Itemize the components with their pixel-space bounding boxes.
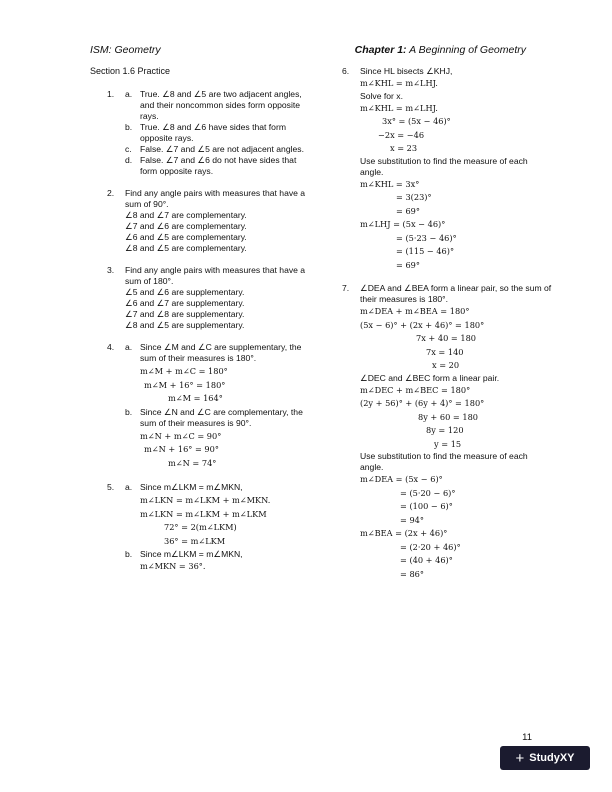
part-b: b. Since ∠N and ∠C are complementary, the sum of their measures is 90°. m∠N + m∠C = 90° m∠N + 16° = 90° m∠N = 74°: [125, 407, 312, 472]
problem-7: [342, 283, 552, 581]
answer-line: ∠6 and ∠5 are complementary.: [125, 232, 247, 242]
answer-line: ∠7 and ∠8 are supplementary.: [125, 309, 245, 319]
running-header-right: [355, 44, 526, 56]
equation: 8y = 120: [426, 425, 464, 435]
problem-text: ∠DEA and ∠BEA form a linear pair, so the sum of their measures is 180°.: [360, 283, 552, 304]
running-header-left: [90, 44, 161, 56]
equation: m∠KHL = m∠LHJ.: [360, 102, 438, 113]
problem-number: 2.: [107, 188, 115, 198]
equation: = 3(23)°: [396, 192, 432, 202]
equation: m∠LKN = m∠LKM + m∠MKN.: [140, 495, 271, 505]
equation: y = 15: [434, 438, 462, 449]
part-b: b. Since m∠LKM = m∠MKN, m∠MKN = 36°.: [125, 549, 312, 574]
problem-number: 1.: [107, 89, 115, 99]
plus-icon: +: [515, 749, 525, 767]
problem-number: 5.: [107, 482, 115, 492]
header-book-label: ISM:: [90, 44, 112, 56]
answer-line: ∠7 and ∠6 are complementary.: [125, 221, 247, 231]
logo-text: StudyXY: [529, 752, 575, 764]
equation: = 94°: [400, 514, 424, 525]
instruction: Solve for x.: [360, 90, 403, 101]
equation: m∠DEC + m∠BEC = 180°: [360, 384, 471, 395]
statement: ∠DEC and ∠BEC form a linear pair.: [360, 372, 500, 383]
problem-text: Find any angle pairs with measures that have a sum of 180°.: [125, 265, 306, 286]
problem-1: [107, 89, 312, 177]
problem-6: [342, 66, 552, 272]
right-column: [342, 66, 552, 592]
equation: = 69°: [396, 259, 420, 270]
problem-4: [107, 342, 312, 471]
studyxy-logo[interactable]: [500, 746, 590, 770]
equation: m∠MKN = 36°.: [140, 561, 206, 571]
equation: x = 23: [390, 143, 418, 153]
equation: 36° = m∠LKM: [164, 535, 226, 546]
problem-text: Find any angle pairs with measures that have a sum of 90°.: [125, 188, 306, 209]
equation: m∠DEA = (5x − 6)°: [360, 474, 443, 484]
part-c: c. False. ∠7 and ∠5 are not adjacent angles.: [125, 144, 304, 154]
equation: 7x = 140: [426, 346, 464, 357]
header-book-title: Geometry: [111, 44, 161, 56]
header-chapter-label: Chapter 1:: [354, 44, 407, 56]
answer-line: ∠8 and ∠5 are supplementary.: [125, 320, 245, 330]
equation: m∠KHL = 3x°: [360, 178, 420, 189]
equation: −2x = −46: [378, 129, 425, 140]
left-column: [90, 66, 312, 585]
equation: = (40 + 46)°: [400, 555, 453, 565]
instruction: Use substitution to find the measure of each angle.: [360, 451, 528, 472]
part-d: d. False. ∠7 and ∠6 do not have sides that form opposite rays.: [125, 155, 297, 176]
page-number: 11: [522, 732, 532, 743]
problem-number: 6.: [342, 66, 350, 76]
equation: = (100 − 6)°: [400, 501, 453, 511]
part-a: a. Since ∠M and ∠C are supplementary, the sum of their measures is 180°. m∠M + m∠C = 180° m∠M + 16° = 180° m∠M = 164°: [125, 342, 312, 407]
problem-number: 3.: [107, 265, 115, 275]
equation: 3x° = (5x − 46)°: [382, 116, 451, 126]
part-a: a. Since m∠LKM = m∠MKN, m∠LKN = m∠LKM + m∠MKN. m∠LKN = m∠LKM + m∠LKM 72° = 2(m∠LKM) 36° = m∠LKM: [125, 482, 312, 549]
equation: (5x − 6)° + (2x + 46)° = 180°: [360, 319, 485, 330]
equation: m∠LHJ = (5x − 46)°: [360, 219, 446, 229]
equation: 72° = 2(m∠LKM): [164, 522, 237, 532]
equation: = (5·23 − 46)°: [396, 232, 457, 243]
problem-number: 4.: [107, 342, 115, 352]
equation: = (5·20 − 6)°: [400, 487, 456, 498]
header-chapter-title: A Beginning of Geometry: [406, 44, 526, 56]
problem-2: [107, 188, 312, 254]
equation: = 86°: [400, 568, 424, 579]
instruction: Use substitution to find the measure of each angle.: [360, 155, 528, 177]
equation: x = 20: [432, 360, 460, 370]
answer-line: ∠8 and ∠5 are complementary.: [125, 243, 247, 253]
equation: m∠N + m∠C = 90°: [140, 430, 222, 441]
problem-number: 7.: [342, 283, 350, 293]
equation: m∠M = 164°: [168, 393, 223, 403]
equation: = (2·20 + 46)°: [400, 541, 461, 552]
problem-5: [107, 482, 312, 574]
part-a: a. True. ∠8 and ∠5 are two adjacent angles, and their noncommon sides form opposite rays.: [125, 89, 302, 121]
equation: (2y + 56)° + (6y + 4)° = 180°: [360, 398, 485, 408]
equation: m∠N = 74°: [168, 457, 217, 468]
equation: m∠N + 16° = 90°: [144, 444, 219, 454]
problem-text: Since HL bisects ∠KHJ,: [360, 66, 453, 76]
part-b: b. True. ∠8 and ∠6 have sides that form opposite rays.: [125, 122, 286, 143]
equation: m∠LKN = m∠LKM + m∠LKM: [140, 508, 267, 519]
section-title: Section 1.6 Practice: [90, 66, 171, 76]
equation: m∠KHL = m∠LHJ.: [360, 78, 438, 88]
equation: m∠BEA = (2x + 46)°: [360, 528, 448, 538]
equation: 8y + 60 = 180: [418, 411, 479, 422]
equation: = (115 − 46)°: [396, 246, 455, 256]
problem-3: [107, 265, 312, 331]
equation: m∠M + m∠C = 180°: [140, 366, 228, 376]
equation: m∠DEA + m∠BEA = 180°: [360, 306, 470, 316]
equation: = 69°: [396, 205, 420, 216]
equation: m∠M + 16° = 180°: [144, 379, 226, 390]
answer-line: ∠8 and ∠7 are complementary.: [125, 210, 247, 220]
answer-line: ∠6 and ∠7 are supplementary.: [125, 298, 245, 308]
answer-line: ∠5 and ∠6 are supplementary.: [125, 287, 245, 297]
equation: 7x + 40 = 180: [416, 333, 477, 343]
